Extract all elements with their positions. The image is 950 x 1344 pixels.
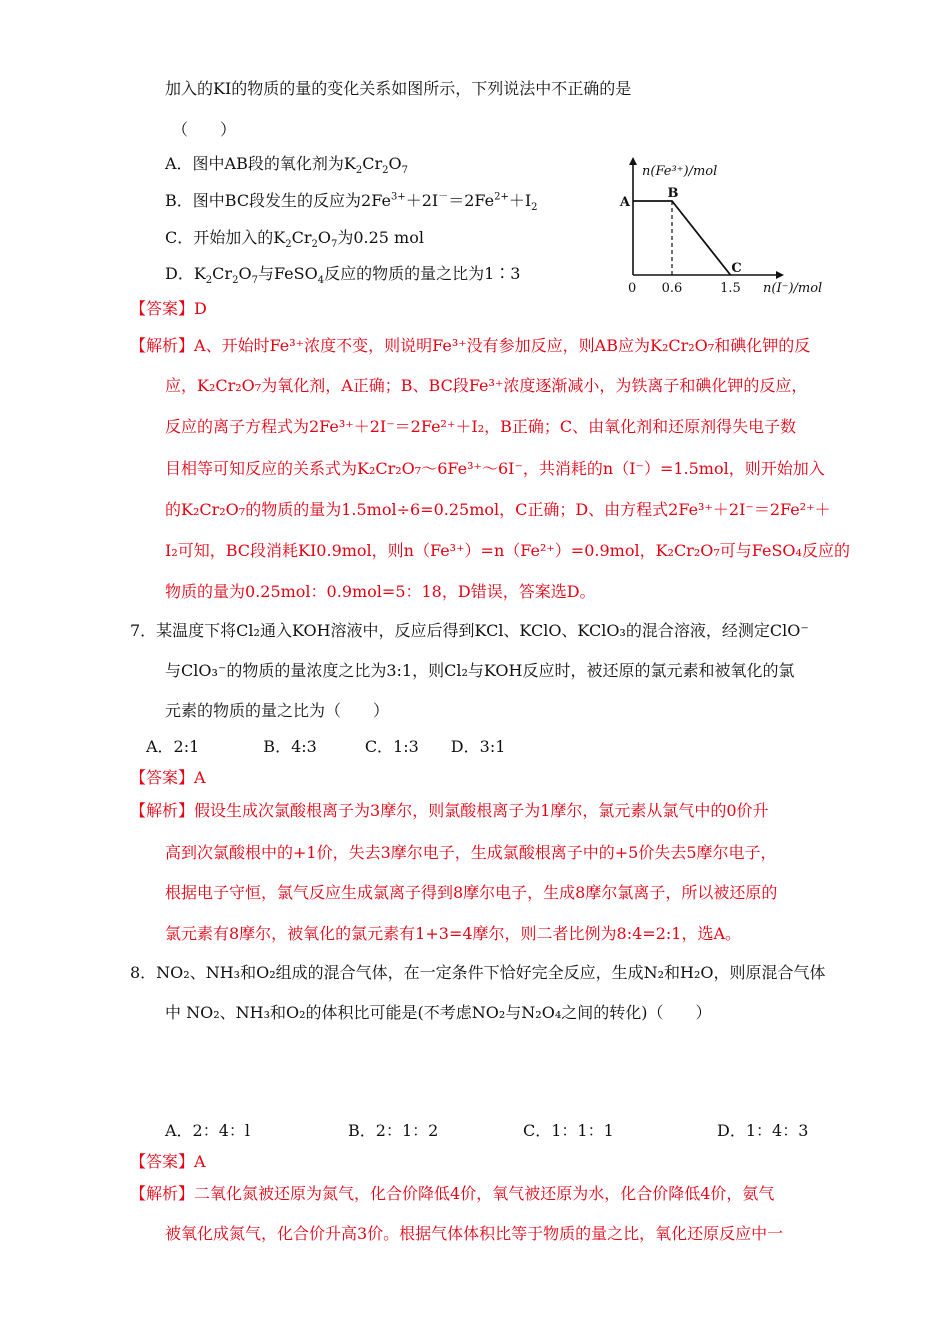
q8-explanation-line: 【解析】二氧化氮被还原为氮气，化合价降低4价，氧气被还原为水，化合价降低4价，氨气: [130, 1184, 775, 1203]
q7-explanation-line: 高到次氯酸根中的+1价，失去3摩尔电子，生成氯酸根离子中的+5价失去5摩尔电子，: [165, 843, 777, 862]
point-label-a: A: [619, 195, 630, 210]
q6-stem: 加入的KI的物质的量的变化关系如图所示，下列说法中不正确的是: [165, 79, 632, 98]
x-tick-label: 1.5: [720, 281, 741, 296]
q8-option-a: A．2：4：l: [165, 1121, 251, 1140]
q8-option-c: C．1：1：1: [523, 1121, 614, 1140]
q7-explanation-line: 【解析】假设生成次氯酸根离子为3摩尔，则氯酸根离子为1摩尔，氯元素从氯气中的0价升: [130, 801, 769, 820]
q7-stem-line: 元素的物质的量之比为（ ）: [165, 701, 390, 720]
q7-explanation-line: 根据电子守恒，氯气反应生成氯离子得到8摩尔电子，生成8摩尔氯离子，所以被还原的: [165, 883, 778, 902]
q6-option-c: C．开始加入的$K_2Cr_2O_7$为0.25 mol: [165, 228, 424, 251]
q7-stem-line: 与ClO₃⁻的物质的量浓度之比为3:1，则Cl₂与KOH反应时，被还原的氯元素和被氧化的氯: [165, 661, 795, 680]
q6-paren: （ ）: [172, 120, 237, 139]
q6-explanation-line: 反应的离子方程式为2Fe³⁺＋2I⁻＝2Fe²⁺＋I₂，B正确；C、由氧化剂和还原剂得失电子数: [165, 417, 797, 436]
origin-label: 0: [628, 281, 637, 296]
x-axis-arrow: [776, 271, 784, 279]
q7-explanation-line: 氯元素有8摩尔，被氧化的氯元素有1+3=4摩尔，则二者比例为8:4=2:1，选A。: [165, 924, 741, 943]
y-axis-label: n(Fe³⁺)/mol: [642, 164, 718, 179]
point-label-b: B: [667, 186, 679, 201]
q7-answer: 【答案】A: [130, 768, 206, 787]
q7-options: A．2:1 B．4:3 C．1:3 D．3:1: [146, 737, 506, 756]
q6-explanation-line: 应，K₂Cr₂O₇为氧化剂，A正确；B、BC段Fe³⁺浓度逐渐减小，为铁离子和碘化钾的反应，: [165, 376, 808, 395]
q8-option-d: D．1：4：3: [717, 1121, 809, 1140]
point-label-c: C: [731, 261, 742, 276]
q6-answer: 【答案】D: [130, 299, 207, 318]
q6-option-d: D．$K_2Cr_2O_7$与FeSO$_4$反应的物质的量之比为1∶3: [165, 264, 521, 287]
q8-stem-line: 8．NO₂、NH₃和O₂组成的混合气体，在一定条件下恰好完全反应，生成N₂和H₂O，则原混合气体: [130, 963, 826, 982]
q6-explanation-line: 目相等可知反应的关系式为K₂Cr₂O₇～6Fe³⁺～6I⁻，共消耗的n（I⁻）=1.5mol，则开始加入: [165, 459, 825, 478]
q6-option-b: B．图中BC段发生的反应为$2Fe^{3+}+2I^-=2Fe^{2+}+I_2$: [165, 191, 538, 214]
x-axis-label: n(I⁻)/mol: [763, 281, 823, 296]
q8-answer: 【答案】A: [130, 1152, 206, 1171]
q7-stem-line: 7．某温度下将Cl₂通入KOH溶液中，反应后得到KCl、KClO、KClO₃的混合溶液，经测定ClO⁻: [130, 621, 809, 640]
fe3-vs-iodide-graph: [600, 155, 840, 305]
q6-explanation-line: 的K₂Cr₂O₇的物质的量为1.5mol÷6=0.25mol，C正确；D、由方程式2Fe³⁺＋2I⁻＝2Fe²⁺＋: [165, 500, 831, 519]
q8-stem-line: 中 NO₂、NH₃和O₂的体积比可能是(不考虑NO₂与N₂O₄之间的转化)（ ）: [165, 1003, 712, 1022]
series-line: [633, 201, 731, 275]
q8-option-b: B．2：1：2: [348, 1121, 439, 1140]
q6-explanation-line: 【解析】A、开始时Fe³⁺浓度不变，则说明Fe³⁺没有参加反应，则AB应为K₂Cr₂O₇和碘化钾的反: [130, 336, 811, 355]
y-axis-arrow: [629, 157, 637, 165]
q8-explanation-line: 被氧化成氮气，化合价升高3价。根据气体体积比等于物质的量之比，氧化还原反应中一: [165, 1224, 784, 1243]
q6-explanation-line: I₂可知，BC段消耗KI0.9mol，则n（Fe³⁺）=n（Fe²⁺）=0.9mol，K₂Cr₂O₇可与FeSO₄反应的: [165, 541, 850, 560]
q6-option-a: A．图中AB段的氧化剂为$K_2Cr_2O_7$: [165, 154, 408, 177]
x-tick-label: 0.6: [661, 281, 683, 296]
q6-explanation-line: 物质的量为0.25mol：0.9mol=5：18，D错误，答案选D。: [165, 582, 596, 601]
